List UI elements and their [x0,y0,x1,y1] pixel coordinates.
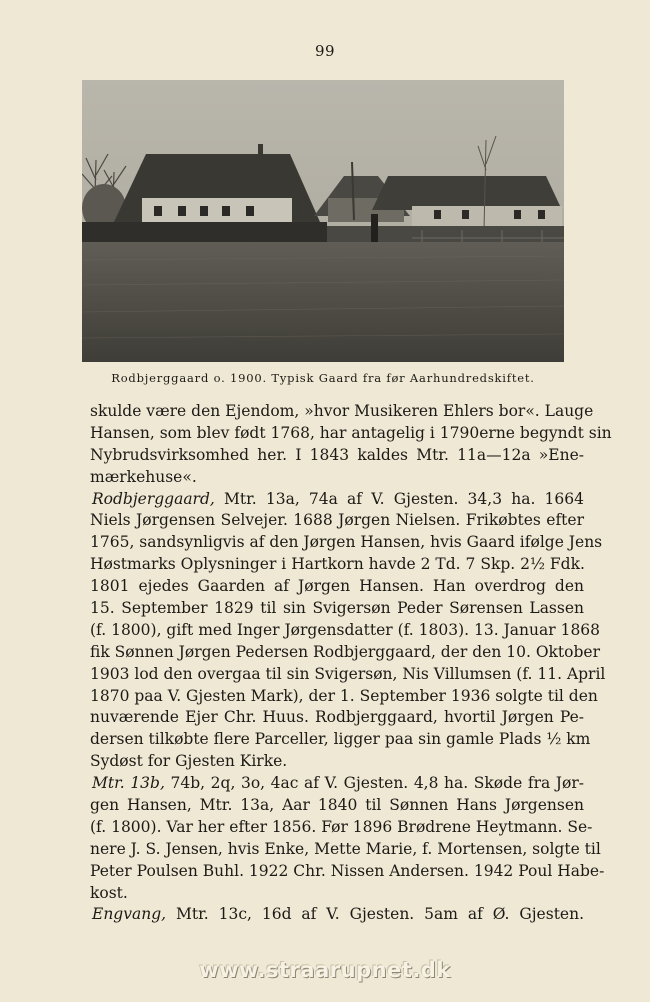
text-line: (f. 1800), gift med Inger Jørgensdatter (f. 1803). 13. Januar 1868 [90,620,601,639]
text-line: fik Sønnen Jørgen Pedersen Rodbjerggaard, der den 10. Oktober [90,642,600,661]
photo-caption: Rodbjerggaard o. 1900. Typisk Gaard fra før Aarhundredskiftet. [111,371,535,385]
text-line: gen Hansen, Mtr. 13a, Aar 1840 til Sønnen Hans Jørgensen [90,796,584,815]
text-line: mærkehuse«. [90,467,197,486]
text-line: skulde være den Ejendom, »hvor Musikeren Ehlers bor«. Lauge [90,402,594,420]
text-line: 1870 paa V. Gjesten Mark), der 1. September 1936 solgte til den [90,686,598,705]
text-line: 1765, sandsynligvis af den Jørgen Hansen, hvis Gaard ifølge Jens [90,533,603,552]
text-line: kost. [90,883,128,902]
page-number: 99 [314,42,336,60]
text-line: Niels Jørgensen Selvejer. 1688 Jørgen Nielsen. Frikøbtes efter [90,511,584,530]
farmhouse-photo [82,80,564,362]
text-line: Peter Poulsen Buhl. 1922 Chr. Nissen Andersen. 1942 Poul Habe- [90,861,605,880]
paragraph-engvang-first-line: Engvang, Mtr. 13c, 16d af V. Gjesten. 5am af Ø. Gjesten. [92,905,584,924]
heading-engvang: Engvang, [92,905,167,924]
heading-mtr13b: Mtr. 13b, [92,774,165,793]
site-watermark: www.straarupnet.dk [199,958,451,982]
paragraph-mtr13b-first-line: Mtr. 13b, 74b, 2q, 3o, 4ac af V. Gjesten. 4,8 ha. Skøde fra Jør- [92,774,584,793]
text-line: nere J. S. Jensen, hvis Enke, Mette Marie, f. Mortensen, solgte til [90,839,601,858]
heading-rodbjerggaard: Rodbjerggaard, [92,489,215,508]
text-line: Nybrudsvirksomhed her. I 1843 kaldes Mtr. 11a—12a »Ene- [90,445,584,464]
paragraph-rodbjerggaard-first-line: Rodbjerggaard, Mtr. 13a, 74a af V. Gjesten. 34,3 ha. 1664 [92,489,584,508]
text-line: 1801 ejedes Gaarden af Jørgen Hansen. Han overdrog den [90,577,584,596]
text-line: Hansen, som blev født 1768, har antagelig i 1790erne begyndt sin [90,423,612,442]
text-line: nuværende Ejer Chr. Huus. Rodbjerggaard, hvortil Jørgen Pe- [90,708,584,727]
body-text [90,401,612,926]
text-line: dersen tilkøbte flere Parceller, ligger paa sin gamle Plads ½ km [90,730,591,749]
text-line: Sydøst for Gjesten Kirke. [90,752,288,771]
text-line: (f. 1800). Var her efter 1856. Før 1896 Brødrene Heytmann. Se- [90,817,593,836]
text-line: 1903 lod den overgaa til sin Svigersøn, Nis Villumsen (f. 11. April [90,664,606,683]
text-line: Høstmarks Oplysninger i Hartkorn havde 2 Td. 7 Skp. 2½ Fdk. [90,555,585,574]
text-line: 15. September 1829 til sin Svigersøn Peder Sørensen Lassen [90,599,584,618]
